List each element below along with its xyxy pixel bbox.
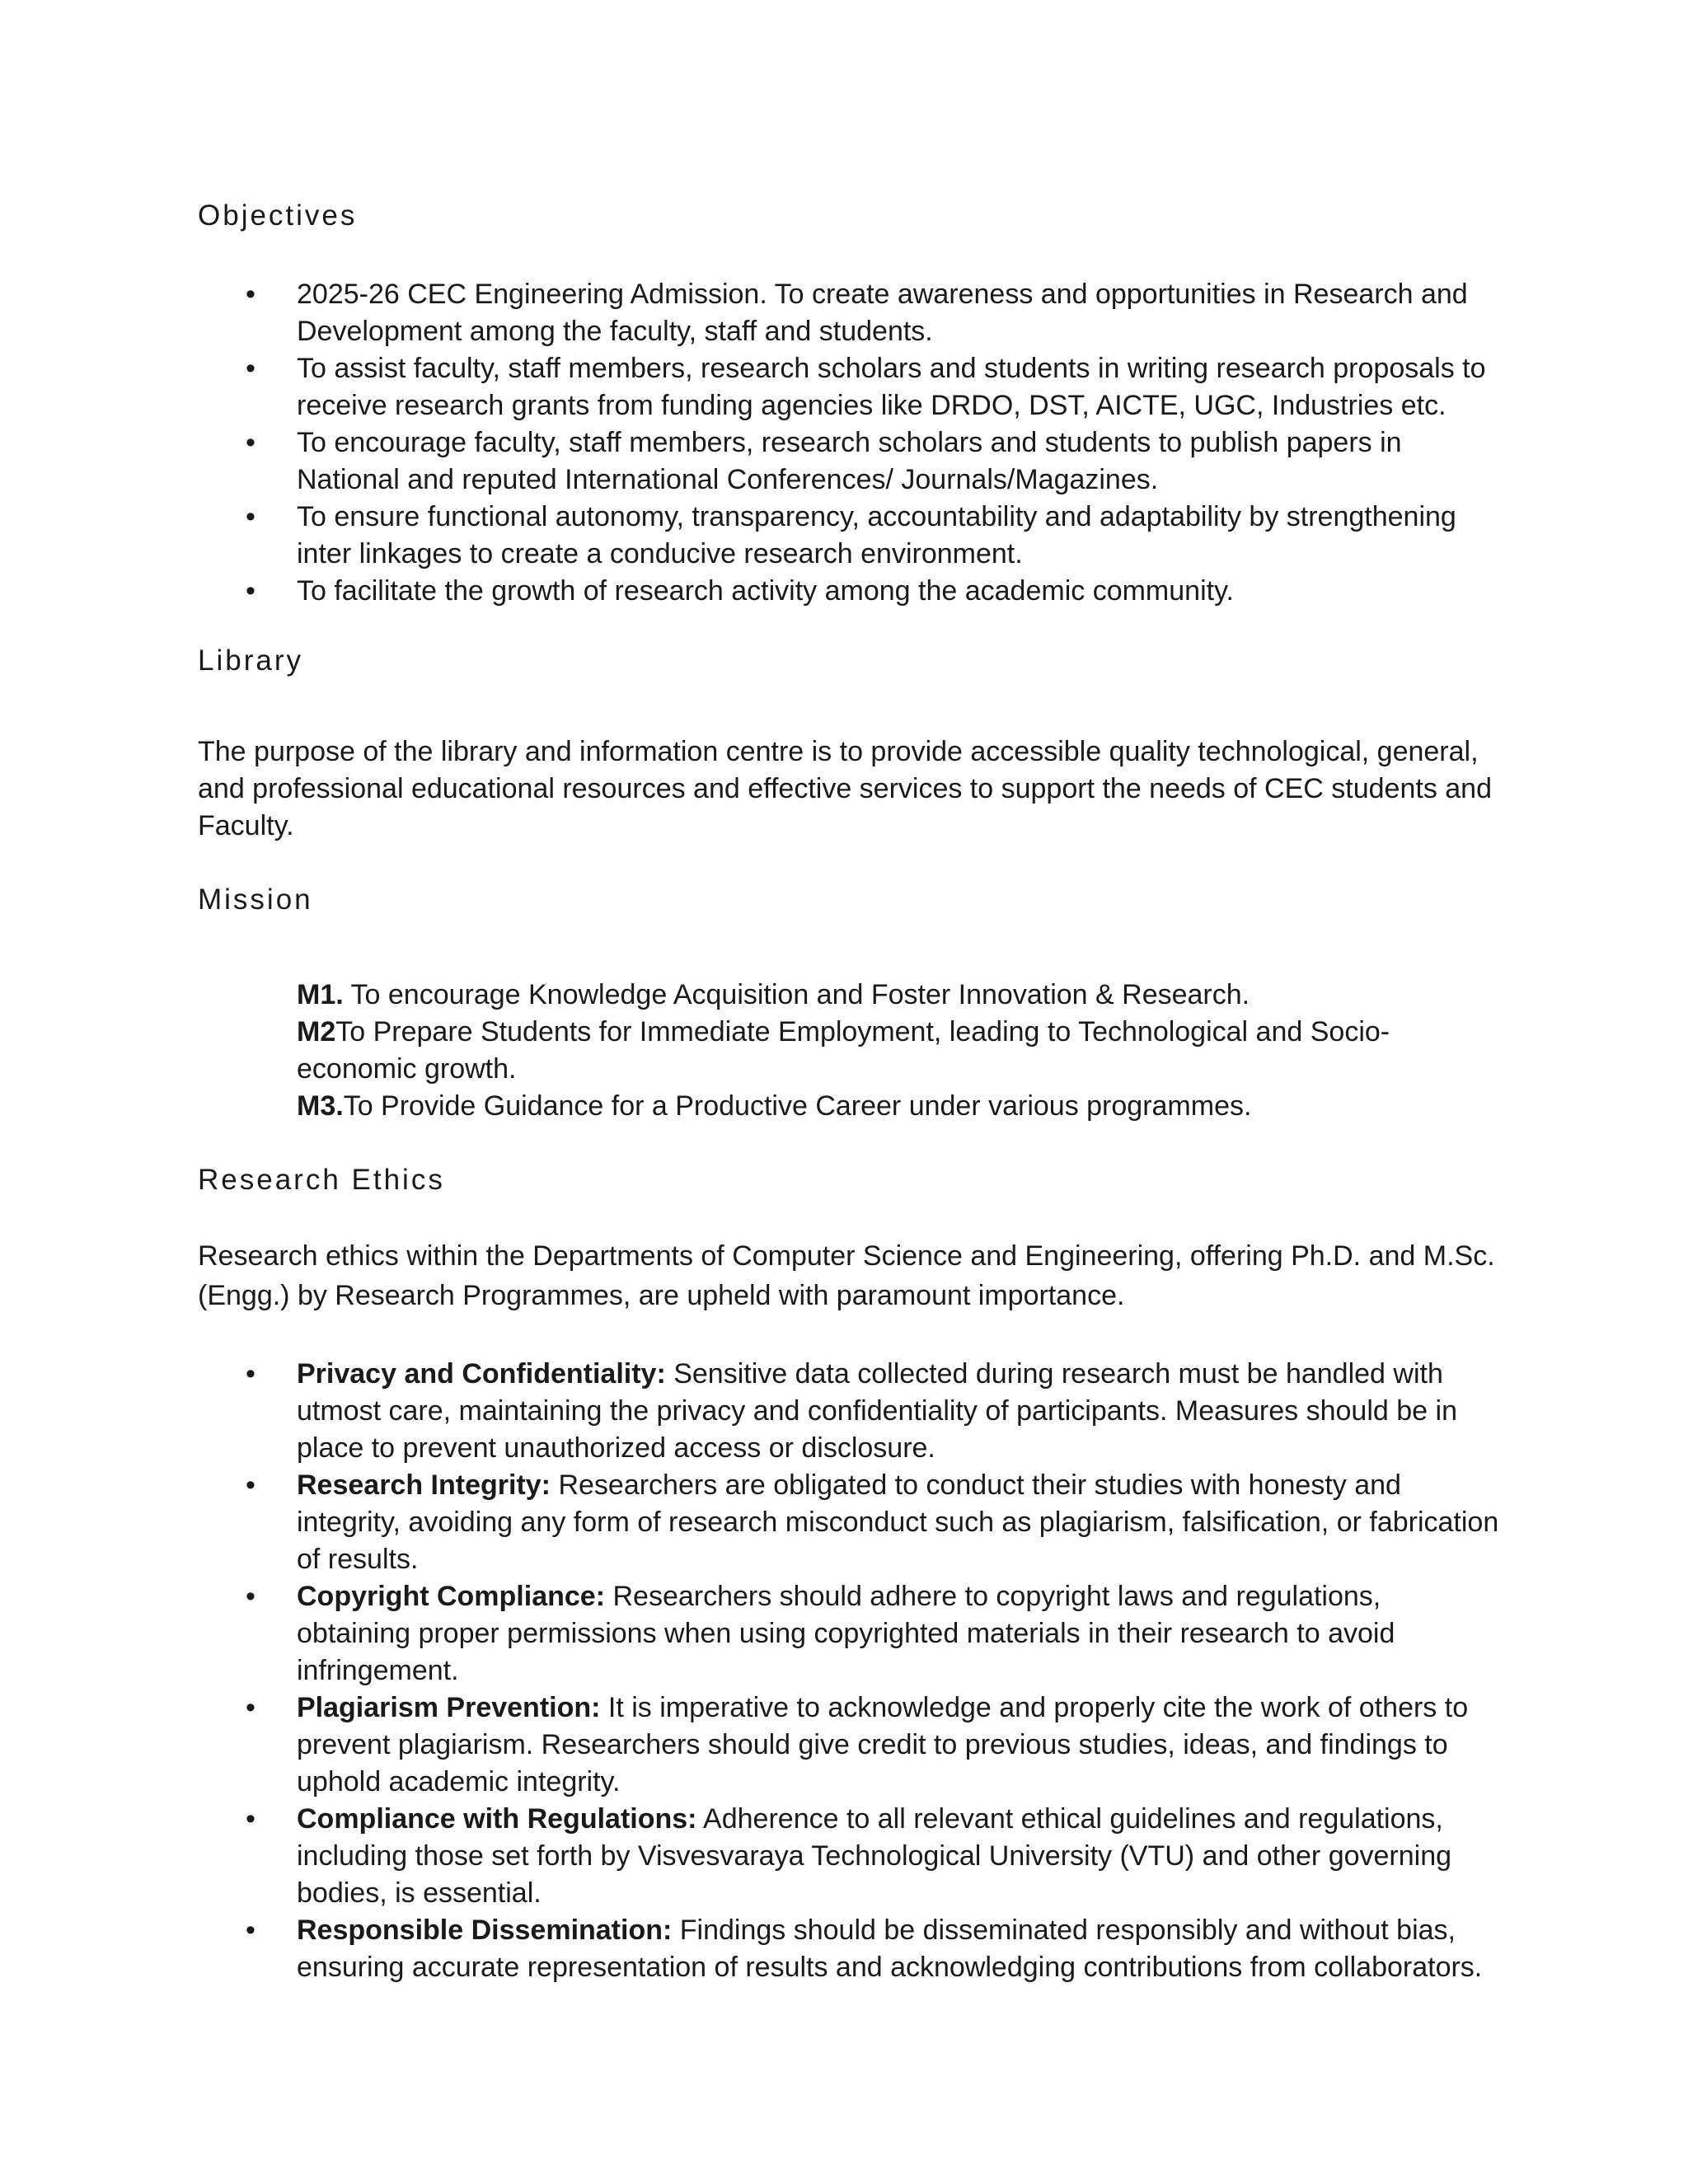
- list-item: • To encourage faculty, staff members, research scholars and students to publish papers in National and reputed International Conferences/ Journals/Magazines.: [198, 424, 1500, 499]
- bullet-icon: •: [246, 1581, 256, 1612]
- list-item: • Plagiarism Prevention: It is imperative to acknowledge and properly cite the work of others to prevent plagiarism. Researchers should give credit to previous studies, ideas, and findings to uphold academic integrity.: [198, 1690, 1500, 1801]
- list-item: • 2025-26 CEC Engineering Admission. To create awareness and opportunities in Research and Development among the faculty, staff and students.: [198, 276, 1500, 350]
- bullet-icon: •: [246, 1469, 256, 1501]
- objectives-list: [198, 276, 1500, 610]
- list-item: • Research Integrity: Researchers are obligated to conduct their studies with honesty and integrity, avoiding any form of research misconduct such as plagiarism, falsification, or fabrication of results.: [198, 1467, 1500, 1578]
- bullet-icon: •: [246, 1915, 256, 1946]
- bullet-icon: •: [246, 353, 256, 384]
- bullet-icon: •: [246, 1358, 256, 1390]
- list-item: • Responsible Dissemination: Findings should be disseminated responsibly and without bias, ensuring accurate representation of results and acknowledging contributions from collaborators.: [198, 1912, 1500, 1986]
- bullet-icon: •: [246, 279, 256, 310]
- bullet-icon: •: [246, 1692, 256, 1723]
- mission-item: M1. To encourage Knowledge Acquisition and Foster Innovation & Research.: [297, 979, 1250, 1010]
- research-ethics-intro: Research ethics within the Departments of Computer Science and Engineering, offering Ph.D. and M.Sc. (Engg.) by Research Programmes, are upheld with paramount importance.: [198, 1240, 1495, 1311]
- bullet-icon: •: [246, 1803, 256, 1835]
- mission-item: M3.To Provide Guidance for a Productive Career under various programmes.: [297, 1090, 1252, 1122]
- list-item: • Copyright Compliance: Researchers should adhere to copyright laws and regulations, obtaining proper permissions when using copyrighted materials in their research to avoid infringement.: [198, 1578, 1500, 1690]
- list-item: • To facilitate the growth of research activity among the academic community.: [198, 573, 1500, 610]
- bullet-icon: •: [246, 501, 256, 532]
- list-item: • To assist faculty, staff members, research scholars and students in writing research proposals to receive research grants from funding agencies like DRDO, DST, AICTE, UGC, Industries etc.: [198, 350, 1500, 424]
- list-item: • To ensure functional autonomy, transparency, accountability and adaptability by strengthening inter linkages to create a conducive research environment.: [198, 499, 1500, 573]
- bullet-icon: •: [246, 575, 256, 607]
- mission-heading: Mission: [198, 883, 313, 916]
- list-item: • Compliance with Regulations: Adherence to all relevant ethical guidelines and regulations, including those set forth by Visvesvaraya Technological University (VTU) and other governing bodies, is essential.: [198, 1801, 1500, 1912]
- library-heading: Library: [198, 644, 303, 677]
- mission-item: M2To Prepare Students for Immediate Employment, leading to Technological and Socio-economic growth.: [297, 1016, 1390, 1085]
- research-ethics-heading: Research Ethics: [198, 1164, 445, 1196]
- list-item: • Privacy and Confidentiality: Sensitive data collected during research must be handled with utmost care, maintaining the privacy and confidentiality of participants. Measures should be in place to prevent unauthorized access or disclosure.: [198, 1356, 1500, 1467]
- library-paragraph: The purpose of the library and information centre is to provide accessible quality technological, general, and professional educational resources and effective services to support the needs of CEC students and Faculty.: [198, 736, 1492, 841]
- mission-list: [297, 977, 1500, 1125]
- bullet-icon: •: [246, 427, 256, 458]
- research-ethics-list: [198, 1356, 1500, 1986]
- objectives-heading: Objectives: [198, 199, 358, 232]
